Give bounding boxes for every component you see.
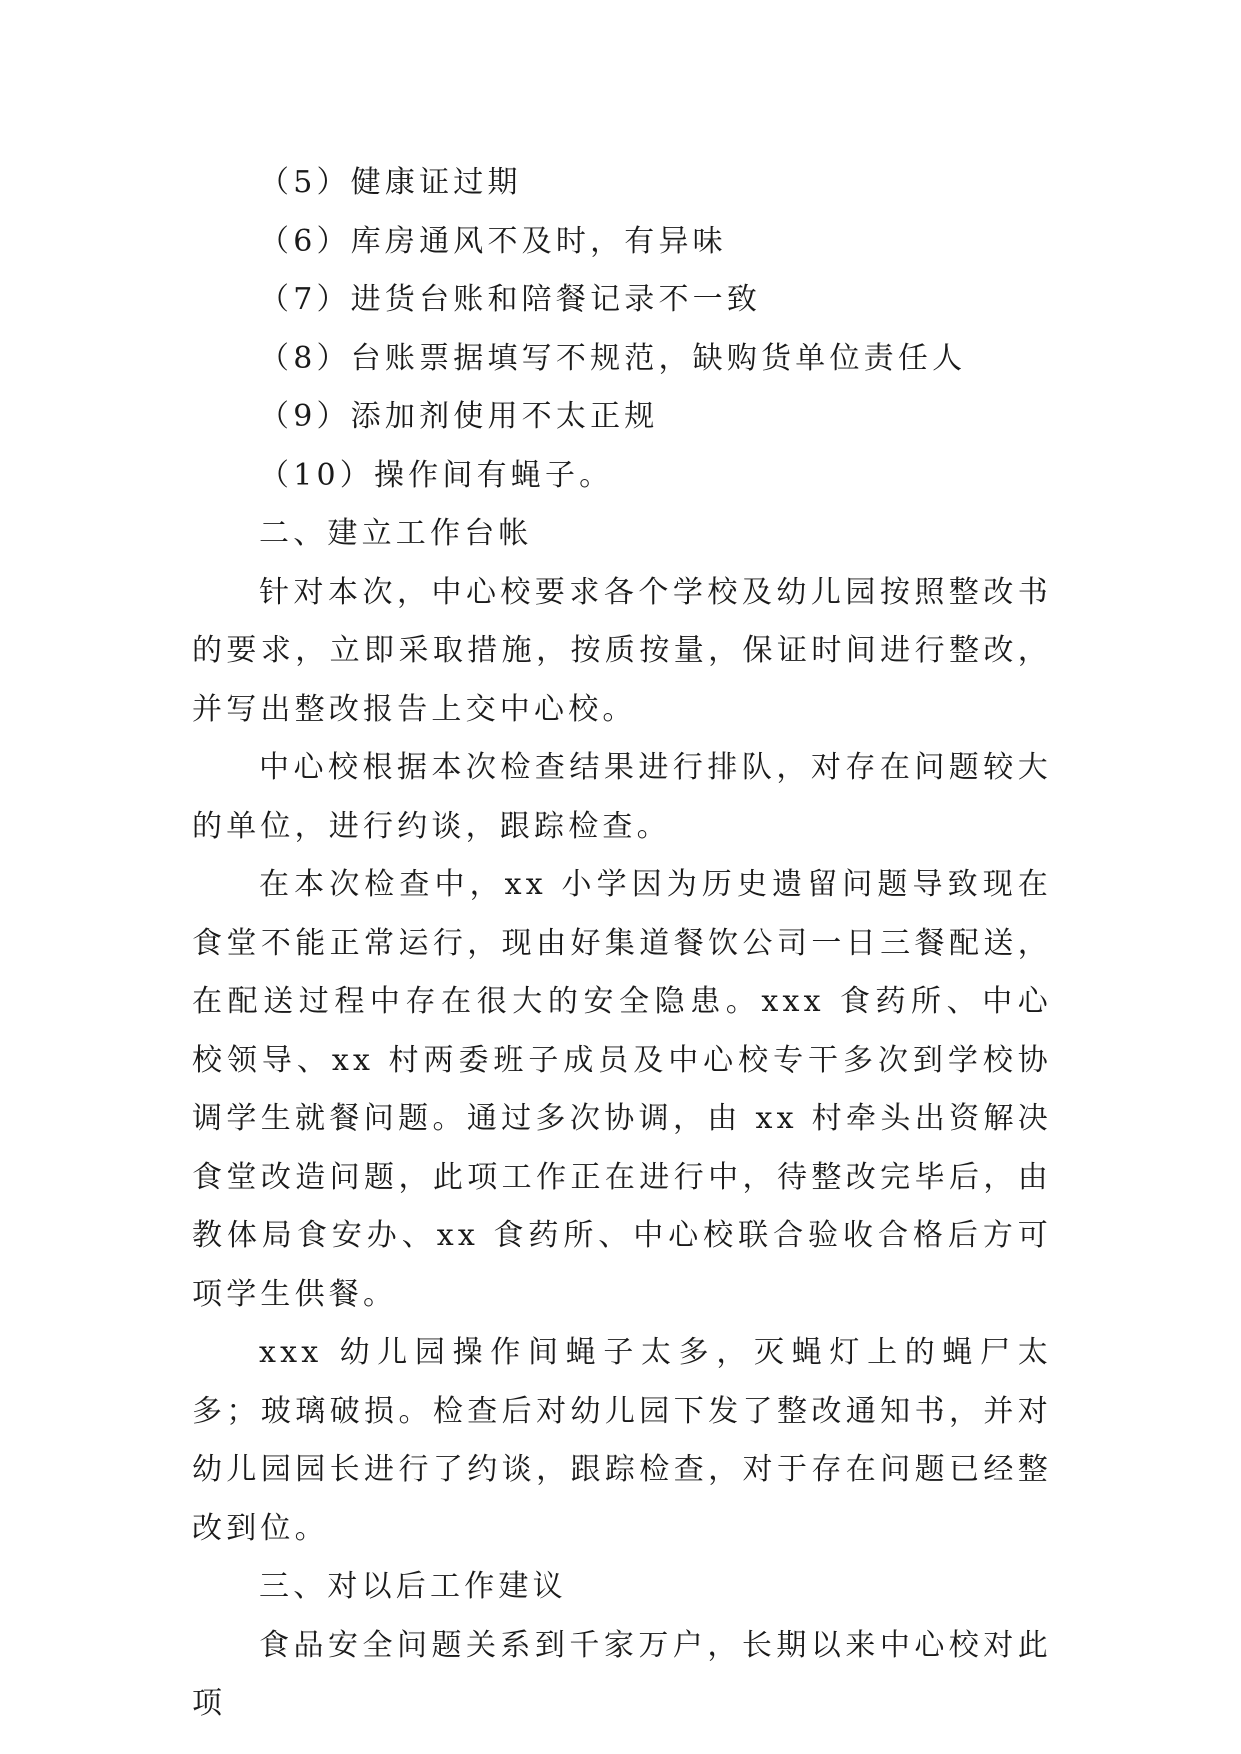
paragraph: 食品安全问题关系到千家万户，长期以来中心校对此项 xyxy=(192,1627,1052,1721)
list-item: （8）台账票据填写不规范，缺购货单位责任人 xyxy=(259,340,967,376)
paragraph: xxx 幼儿园操作间蝇子太多，灭蝇灯上的蝇尸太多；玻璃破损。检查后对幼儿园下发了整改通知书，并对幼儿园园长进行了约谈，跟踪检查，对于存在问题已经整改到位。 xyxy=(192,1335,1052,1546)
section-heading: 二、建立工作台帐 xyxy=(259,516,533,551)
paragraph: 中心校根据本次检查结果进行排队，对存在问题较大的单位，进行约谈，跟踪检查。 xyxy=(192,750,1052,844)
list-item: （6）库房通风不及时，有异味 xyxy=(259,223,727,259)
list-item: （7）进货台账和陪餐记录不一致 xyxy=(259,282,762,317)
list-item: （9）添加剂使用不太正规 xyxy=(259,399,659,434)
paragraph: 针对本次，中心校要求各个学校及幼儿园按照整改书的要求，立即采取措施，按质按量，保证时间进行整改，并写出整改报告上交中心校。 xyxy=(192,574,1052,727)
list-item: （5）健康证过期 xyxy=(259,165,522,200)
document-body xyxy=(192,154,1052,1734)
paragraph: 在本次检查中，xx 小学因为历史遗留问题导致现在食堂不能正常运行，现由好集道餐饮公司一日三餐配送，在配送过程中存在很大的安全隐患。xxx 食药所、中心校领导、xx 村两委班子成员及中心校专干多次到学校协调学生就餐问题。通过多次协调，由 xx 村牵头出资解决食堂改造问题，此项工作正在进行中，待整改完毕后，由教体局食安办、xx 食药所、中心校联合验收合格后方可项学生供餐。 xyxy=(192,867,1052,1312)
section-heading: 三、对以后工作建议 xyxy=(259,1569,567,1604)
list-item: （10）操作间有蝇子。 xyxy=(259,457,614,493)
